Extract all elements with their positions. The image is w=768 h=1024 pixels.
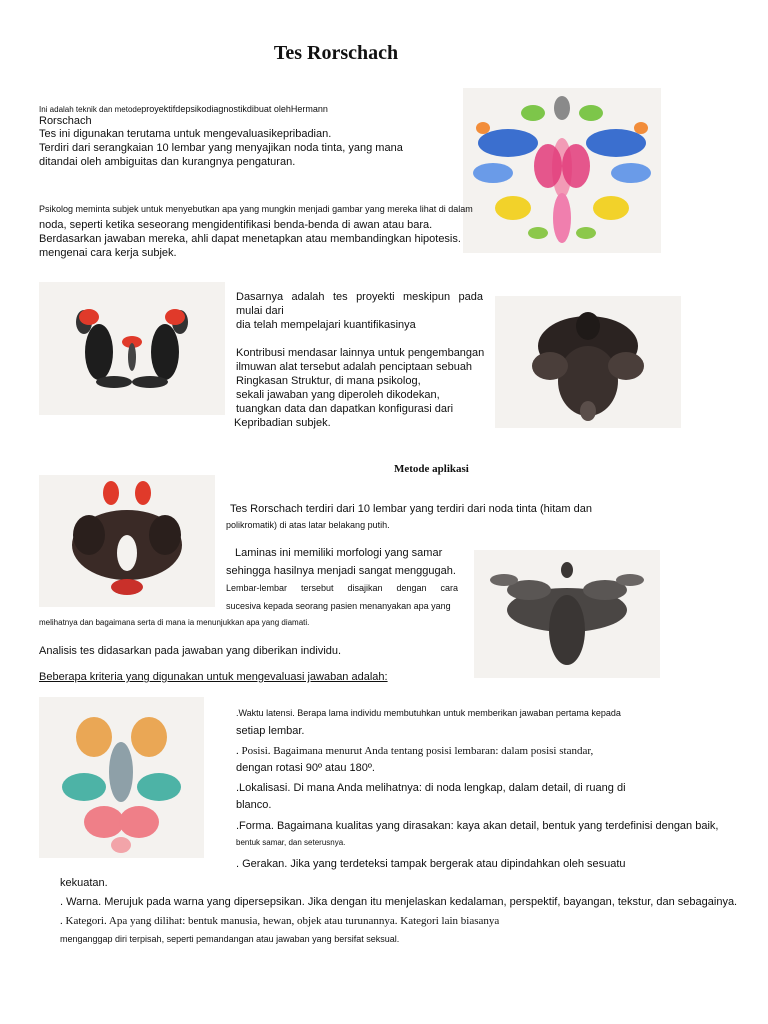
intro-line-1b: proyektifdepsikodiagnostikdibuat olehHermann <box>141 104 328 114</box>
para3-line-3: dia telah mempelajari kuantifikasinya <box>236 319 416 331</box>
criteria-kategori-line-1: . Kategori. Apa yang dilihat: bentuk manusia, hewan, objek atau turunannya. Kategori lain biasanya <box>60 915 500 927</box>
criteria-heading <box>39 670 388 684</box>
intro-line-4: Terdiri dari serangkaian 10 lembar yang menyajikan noda tinta, yang mana <box>39 142 403 154</box>
criteria-lokal-line-2: blanco. <box>236 799 272 811</box>
intro-line-3: Tes ini digunakan terutama untuk mengevaluasikepribadian. <box>39 128 332 140</box>
intro-line-1a: Ini adalah teknik dan metode <box>39 105 142 114</box>
para4-line-1: Tes Rorschach terdiri dari 10 lembar yang terdiri dari noda tinta (hitam dan <box>230 503 592 515</box>
inkblot-image-4 <box>39 475 215 607</box>
para2-line-1: Psikolog meminta subjek untuk menyebutkan apa yang mungkin menjadi gambar yang mereka lihat di dalam <box>39 204 473 214</box>
inkblot-image-6 <box>39 697 204 858</box>
section-title: Metode aplikasi <box>394 463 469 475</box>
criteria-forma-line-2: bentuk samar, dan seterusnya. <box>236 838 346 847</box>
para3-line-6: Ringkasan Struktur, di mana psikolog, <box>236 375 421 387</box>
para3-line-5: ilmuwan alat tersebut adalah penciptaan sebuah <box>236 361 473 373</box>
para3-line-8: tuangkan data dan dapatkan konfigurasi dari <box>236 403 454 415</box>
para3-line-9: Kepribadian subjek. <box>234 417 331 429</box>
para3-line-1: Dasarnya adalah tes proyekti meskipun pada <box>236 291 483 303</box>
para2-line-4: mengenai cara kerja subjek. <box>39 247 177 259</box>
criteria-warna: . Warna. Merujuk pada warna yang dipersepsikan. Jika dengan itu menjelaskan kedalaman, perspektif, bayangan, tekstur, dan sebagainya. <box>60 896 738 908</box>
para4-line-2: polikromatik) di atas latar belakang putih. <box>226 520 390 530</box>
criteria-gerak-line-2: kekuatan. <box>60 877 108 889</box>
criteria-gerak-line-1: . Gerakan. Jika yang terdeteksi tampak bergerak atau dipindahkan oleh sesuatu <box>236 858 626 870</box>
criteria-posisi-line-1: . Posisi. Bagaimana menurut Anda tentang posisi lembaran: dalam posisi standar, <box>236 745 594 757</box>
para4-line-5: Lembar-lembar tersebut disajikan dengan cara <box>226 583 458 593</box>
inkblot-image-5 <box>474 550 660 678</box>
page-title: Tes Rorschach <box>273 42 399 64</box>
inkblot-image-2 <box>39 282 225 415</box>
criteria-posisi-line-2: dengan rotasi 90º atau 180º. <box>236 762 375 774</box>
criteria-waktu-line-1: .Waktu latensi. Berapa lama individu membutuhkan untuk memberikan jawaban pertama kepada <box>236 708 621 718</box>
para3-line-2: mulai dari <box>236 305 284 317</box>
inkblot-image-3 <box>495 296 681 428</box>
criteria-lokal-line-1: .Lokalisasi. Di mana Anda melihatnya: di noda lengkap, dalam detail, di ruang di <box>236 782 626 794</box>
para3-line-4: Kontribusi mendasar lainnya untuk pengembangan <box>236 347 485 359</box>
criteria-heading-text: Beberapa kriteria yang digunakan untuk mengevaluasi jawaban adalah: <box>39 671 388 683</box>
para4-line-3: Laminas ini memiliki morfologi yang samar <box>235 547 443 559</box>
para2-line-2: noda, seperti ketika seseorang mengidentifikasi benda-benda di awan atau bara. <box>39 219 433 231</box>
analysis-text: Analisis tes didasarkan pada jawaban yang diberikan individu. <box>39 645 342 657</box>
inkblot-image-1 <box>463 88 661 253</box>
para4-line-6: sucesiva kepada seorang pasien menanyakan apa yang <box>226 601 451 611</box>
para2-line-3: Berdasarkan jawaban mereka, ahli dapat menetapkan atau membandingkan hipotesis. <box>39 233 461 245</box>
intro-line-5: ditandai oleh ambiguitas dan kurangnya pengaturan. <box>39 156 296 168</box>
para3-line-7: sekali jawaban yang diperoleh dikodekan, <box>236 389 440 401</box>
criteria-forma-line-1: .Forma. Bagaimana kualitas yang dirasakan: kaya akan detail, bentuk yang terdefinisi dengan baik, <box>236 820 719 832</box>
para4-line-4: sehingga hasilnya menjadi sangat menggugah. <box>226 565 456 577</box>
criteria-kategori-line-2: menganggap diri terpisah, seperti pemandangan atau jawaban yang bersifat seksual. <box>60 934 400 944</box>
criteria-waktu-line-2: setiap lembar. <box>236 725 305 737</box>
para4-line-7: melihatnya dan bagaimana serta di mana ia menunjukkan apa yang diamati. <box>39 618 310 627</box>
intro-line-2: Rorschach <box>39 115 92 127</box>
